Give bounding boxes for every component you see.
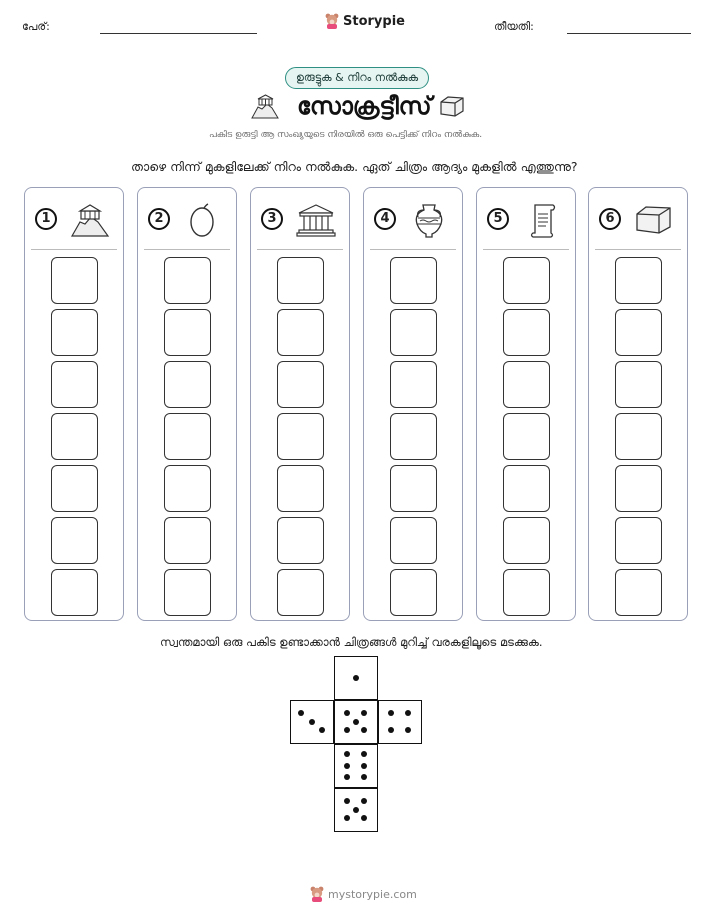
column-1: [24, 187, 124, 621]
dice-pip: [353, 675, 359, 681]
column-divider: [483, 249, 569, 250]
dice-pip: [353, 719, 359, 725]
coloring-box[interactable]: [503, 309, 550, 356]
coloring-box[interactable]: [615, 257, 662, 304]
dice-pip: [344, 815, 350, 821]
coloring-box[interactable]: [51, 465, 98, 512]
instruction-text: താഴെ നിന്ന് മുകളിലേക്ക് നിറം നൽകുക. ഏത് ചിത്രം ആദ്യം മുകളിൽ എത്തുന്നു?: [131, 159, 578, 174]
column-divider: [31, 249, 117, 250]
dice-pip: [405, 710, 411, 716]
coloring-box[interactable]: [164, 517, 211, 564]
dice-pip: [344, 727, 350, 733]
coloring-box[interactable]: [51, 569, 98, 616]
dice-pip: [344, 763, 350, 769]
subtitle: പകിട ഉരുട്ടി ആ സംഖ്യയുടെ നിരയിൽ ഒരു പെട്ടിക്ക് നിറം നൽകുക.: [209, 130, 483, 140]
coloring-box[interactable]: [51, 257, 98, 304]
dice-pip: [298, 710, 304, 716]
coloring-box[interactable]: [390, 361, 437, 408]
coloring-box[interactable]: [390, 569, 437, 616]
dice-pip: [344, 710, 350, 716]
column-divider: [595, 249, 681, 250]
dice-face: [334, 788, 378, 832]
dice-pip: [344, 798, 350, 804]
coloring-box[interactable]: [277, 257, 324, 304]
footer-url[interactable]: mystorypie.com: [328, 887, 417, 901]
stone-block-icon: [633, 202, 675, 238]
amphora-icon: [408, 202, 450, 238]
coloring-box[interactable]: [390, 413, 437, 460]
coloring-box[interactable]: [503, 413, 550, 460]
acropolis-icon: [250, 93, 280, 119]
column-number: 4: [374, 208, 396, 230]
coloring-box[interactable]: [164, 309, 211, 356]
column-2: [137, 187, 237, 621]
dice-pip: [361, 798, 367, 804]
coloring-box[interactable]: [390, 517, 437, 564]
date-label: തീയതി:: [494, 20, 534, 33]
column-number: 5: [487, 208, 509, 230]
name-label: പേര്:: [22, 20, 50, 33]
coloring-box[interactable]: [51, 413, 98, 460]
coloring-box[interactable]: [390, 309, 437, 356]
dice-pip: [388, 727, 394, 733]
dice-pip: [344, 774, 350, 780]
dice-pip: [353, 807, 359, 813]
dice-face: [334, 700, 378, 744]
scroll-icon: [521, 202, 563, 238]
coloring-box[interactable]: [615, 413, 662, 460]
coloring-box[interactable]: [277, 413, 324, 460]
column-number: 2: [148, 208, 170, 230]
coloring-box[interactable]: [615, 569, 662, 616]
bear-icon: [310, 886, 324, 902]
greek-temple-icon: [295, 202, 337, 238]
coloring-box[interactable]: [277, 465, 324, 512]
column-6: [588, 187, 688, 621]
dice-pip: [361, 751, 367, 757]
coloring-box[interactable]: [164, 569, 211, 616]
column-3: [250, 187, 350, 621]
column-divider: [257, 249, 343, 250]
coloring-box[interactable]: [615, 309, 662, 356]
olive-icon: [182, 202, 224, 238]
column-4: [363, 187, 463, 621]
dice-face: [334, 656, 378, 700]
coloring-box[interactable]: [503, 517, 550, 564]
name-line[interactable]: [100, 33, 257, 34]
column-divider: [370, 249, 456, 250]
coloring-box[interactable]: [503, 465, 550, 512]
stone-block-icon: [438, 94, 466, 118]
coloring-box[interactable]: [164, 465, 211, 512]
coloring-box[interactable]: [503, 361, 550, 408]
activity-badge: ഉരുട്ടുക & നിറം നൽകുക: [285, 67, 429, 89]
coloring-box[interactable]: [51, 361, 98, 408]
coloring-box[interactable]: [615, 361, 662, 408]
column-number: 1: [35, 208, 57, 230]
logo-text: Storypie: [343, 13, 405, 29]
column-number: 3: [261, 208, 283, 230]
coloring-box[interactable]: [164, 413, 211, 460]
dice-pip: [361, 710, 367, 716]
dice-pip: [361, 727, 367, 733]
coloring-box[interactable]: [615, 517, 662, 564]
dice-instruction: സ്വന്തമായി ഒരു പകിട ഉണ്ടാക്കാൻ ചിത്രങ്ങൾ മുറിച്ച് വരകളിലൂടെ മടക്കുക.: [160, 635, 543, 649]
coloring-box[interactable]: [390, 257, 437, 304]
dice-pip: [361, 774, 367, 780]
dice-face: [378, 700, 422, 744]
coloring-box[interactable]: [277, 517, 324, 564]
dice-pip: [344, 751, 350, 757]
date-line[interactable]: [567, 33, 691, 34]
dice-pip: [388, 710, 394, 716]
dice-pip: [309, 719, 315, 725]
column-divider: [144, 249, 230, 250]
coloring-box[interactable]: [277, 361, 324, 408]
coloring-box[interactable]: [390, 465, 437, 512]
column-number: 6: [599, 208, 621, 230]
coloring-box[interactable]: [277, 309, 324, 356]
dice-pip: [405, 727, 411, 733]
coloring-box[interactable]: [51, 517, 98, 564]
footer: [310, 886, 417, 902]
page-title: സോക്രട്ടീസ്: [297, 92, 432, 120]
coloring-box[interactable]: [164, 257, 211, 304]
dice-net: [290, 656, 424, 834]
coloring-box[interactable]: [615, 465, 662, 512]
coloring-box[interactable]: [503, 257, 550, 304]
bear-icon: [325, 13, 339, 29]
dice-pip: [319, 727, 325, 733]
dice-face: [290, 700, 334, 744]
column-5: [476, 187, 576, 621]
storypie-logo: [325, 13, 405, 29]
coloring-box[interactable]: [164, 361, 211, 408]
dice-pip: [361, 763, 367, 769]
coloring-box[interactable]: [503, 569, 550, 616]
coloring-box[interactable]: [277, 569, 324, 616]
acropolis-icon: [69, 202, 111, 238]
dice-pip: [361, 815, 367, 821]
dice-face: [334, 744, 378, 788]
coloring-box[interactable]: [51, 309, 98, 356]
